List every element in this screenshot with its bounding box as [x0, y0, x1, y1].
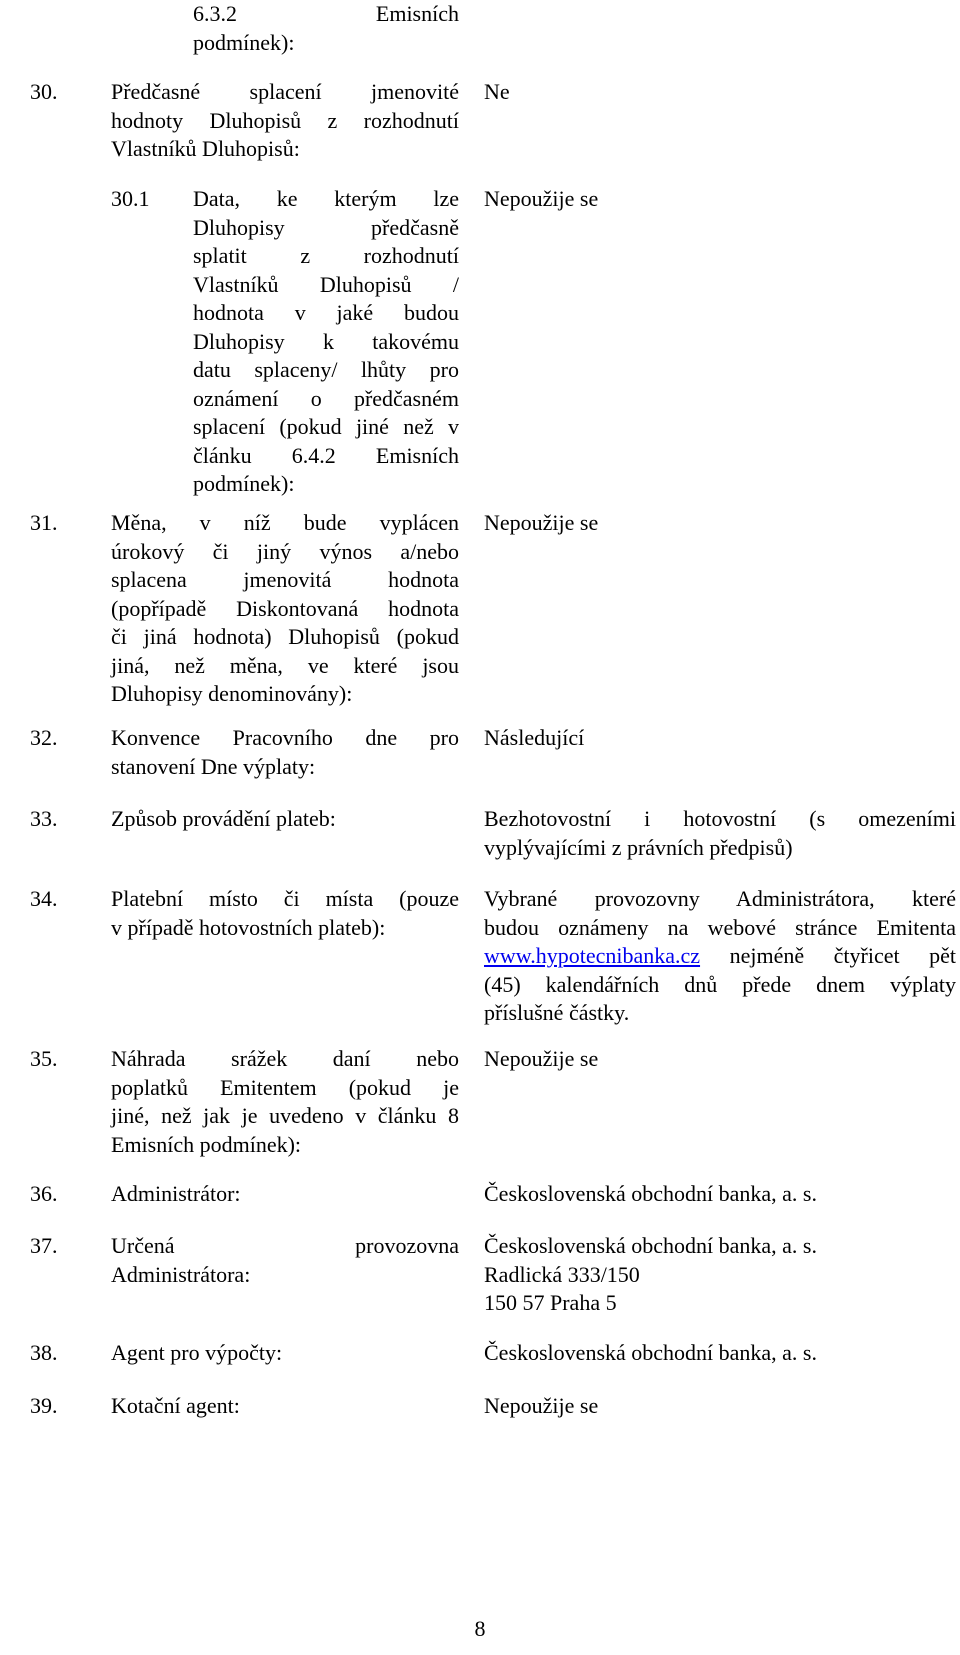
item-label	[111, 1045, 459, 1159]
label-line: Agent pro výpočty:	[111, 1340, 283, 1365]
item-value	[484, 1232, 956, 1318]
label-line: Konvence Pracovního dne pro	[111, 725, 459, 750]
value-line: Vybrané provozovny Administrátora, které	[484, 886, 956, 911]
item-label	[111, 1339, 459, 1368]
label-line: oznámení o předčasném	[193, 385, 459, 411]
value-line: Bezhotovostní i hotovostní (s omezeními	[484, 806, 956, 831]
label-line: Měna, v níž bude vyplácen	[111, 510, 459, 535]
website-link[interactable]: www.hypotecnibanka.cz	[484, 943, 701, 968]
label-line: Dluhopisy k takovému	[193, 328, 459, 354]
label-line: podmínek):	[193, 471, 295, 496]
item-label	[111, 805, 459, 834]
item-value: Následující	[484, 725, 585, 750]
item-number: 31.	[30, 510, 58, 535]
label-line: či jiná hodnota) Dluhopisů (pokud	[111, 624, 459, 649]
item-number: 30.	[30, 79, 58, 104]
value-line: budou oznámeny na webové stránce Emitenta	[484, 914, 956, 940]
label-line: 6.3.2 Emisních	[193, 1, 459, 26]
label-line: Určená provozovna	[111, 1233, 459, 1258]
item-label	[111, 885, 459, 942]
item-label	[193, 185, 459, 499]
value-line: Československá obchodní banka, a. s.	[484, 1233, 817, 1258]
item-number: 39.	[30, 1393, 58, 1418]
item-number: 32.	[30, 725, 58, 750]
item-number: 35.	[30, 1046, 58, 1071]
item-value: Nepoužije se	[484, 1046, 599, 1071]
item-number: 37.	[30, 1233, 58, 1258]
label-line: hodnoty Dluhopisů z rozhodnutí	[111, 107, 459, 133]
label-line: jiná, než měna, ve které jsou	[111, 652, 459, 678]
value-text: nejméně čtyřicet pět	[700, 943, 956, 968]
item-label	[111, 1392, 459, 1421]
item-value: Nepoužije se	[484, 1393, 599, 1418]
page-number: 8	[474, 1616, 486, 1641]
item-number: 34.	[30, 886, 58, 911]
item-number: 30.1	[111, 186, 150, 211]
item-value: Československá obchodní banka, a. s.	[484, 1340, 817, 1365]
label-line: Administrátor:	[111, 1181, 241, 1206]
item-value	[484, 885, 956, 1028]
item-label	[111, 724, 459, 781]
label-line: Emisních podmínek):	[111, 1131, 302, 1157]
item-value: Ne	[484, 79, 510, 104]
item-value	[484, 805, 956, 862]
item-value: Nepoužije se	[484, 510, 599, 535]
label-line: článku 6.4.2 Emisních	[193, 442, 459, 468]
label-line: (popřípadě Diskontovaná hodnota	[111, 595, 459, 621]
value-line: (45) kalendářních dnů přede dnem výplaty	[484, 971, 956, 997]
item-label	[111, 1180, 459, 1209]
label-line: úrokový či jiný výnos a/nebo	[111, 538, 459, 564]
label-line: Kotační agent:	[111, 1393, 240, 1418]
item-number: 36.	[30, 1181, 58, 1206]
item-label	[111, 509, 459, 709]
label-line: Vlastníků Dluhopisů /	[193, 271, 459, 297]
label-line: Dluhopisy předčasně	[193, 214, 459, 240]
item-number: 33.	[30, 806, 58, 831]
value-line: příslušné částky.	[484, 1000, 630, 1025]
label-line: stanovení Dne výplaty:	[111, 753, 316, 779]
item-label	[111, 78, 459, 164]
label-line: Administrátora:	[111, 1261, 251, 1287]
item-label	[111, 1232, 459, 1289]
value-line: 150 57 Praha 5	[484, 1290, 617, 1315]
label-line: podmínek):	[193, 29, 295, 55]
value-line	[484, 942, 956, 971]
label-line: v případě hotovostních plateb):	[111, 914, 386, 940]
label-line: hodnota v jaké budou	[193, 300, 459, 325]
value-line: vyplývajícími z právních předpisů)	[484, 834, 793, 860]
label-line: Předčasné splacení jmenovité	[111, 79, 459, 104]
label-line: Náhrada srážek daní nebo	[111, 1046, 459, 1071]
label-line: Data, ke kterým lze	[193, 186, 459, 211]
value-line: Radlická 333/150	[484, 1261, 640, 1287]
item-label	[193, 0, 459, 57]
label-line: Způsob provádění plateb:	[111, 806, 336, 831]
item-value: Nepoužije se	[484, 186, 599, 211]
item-value: Československá obchodní banka, a. s.	[484, 1181, 817, 1206]
label-line: datu splaceny/ lhůty pro	[193, 357, 459, 382]
item-number: 38.	[30, 1340, 58, 1365]
label-line: Vlastníků Dluhopisů:	[111, 136, 300, 161]
label-line: jiné, než jak je uvedeno v článku 8	[111, 1103, 459, 1128]
label-line: poplatků Emitentem (pokud je	[111, 1074, 459, 1100]
label-line: Platební místo či místa (pouze	[111, 886, 459, 911]
label-line: splatit z rozhodnutí	[193, 243, 459, 268]
label-line: splacena jmenovitá hodnota	[111, 567, 459, 592]
label-line: splacení (pokud jiné než v	[193, 414, 459, 439]
label-line: Dluhopisy denominovány):	[111, 681, 353, 706]
